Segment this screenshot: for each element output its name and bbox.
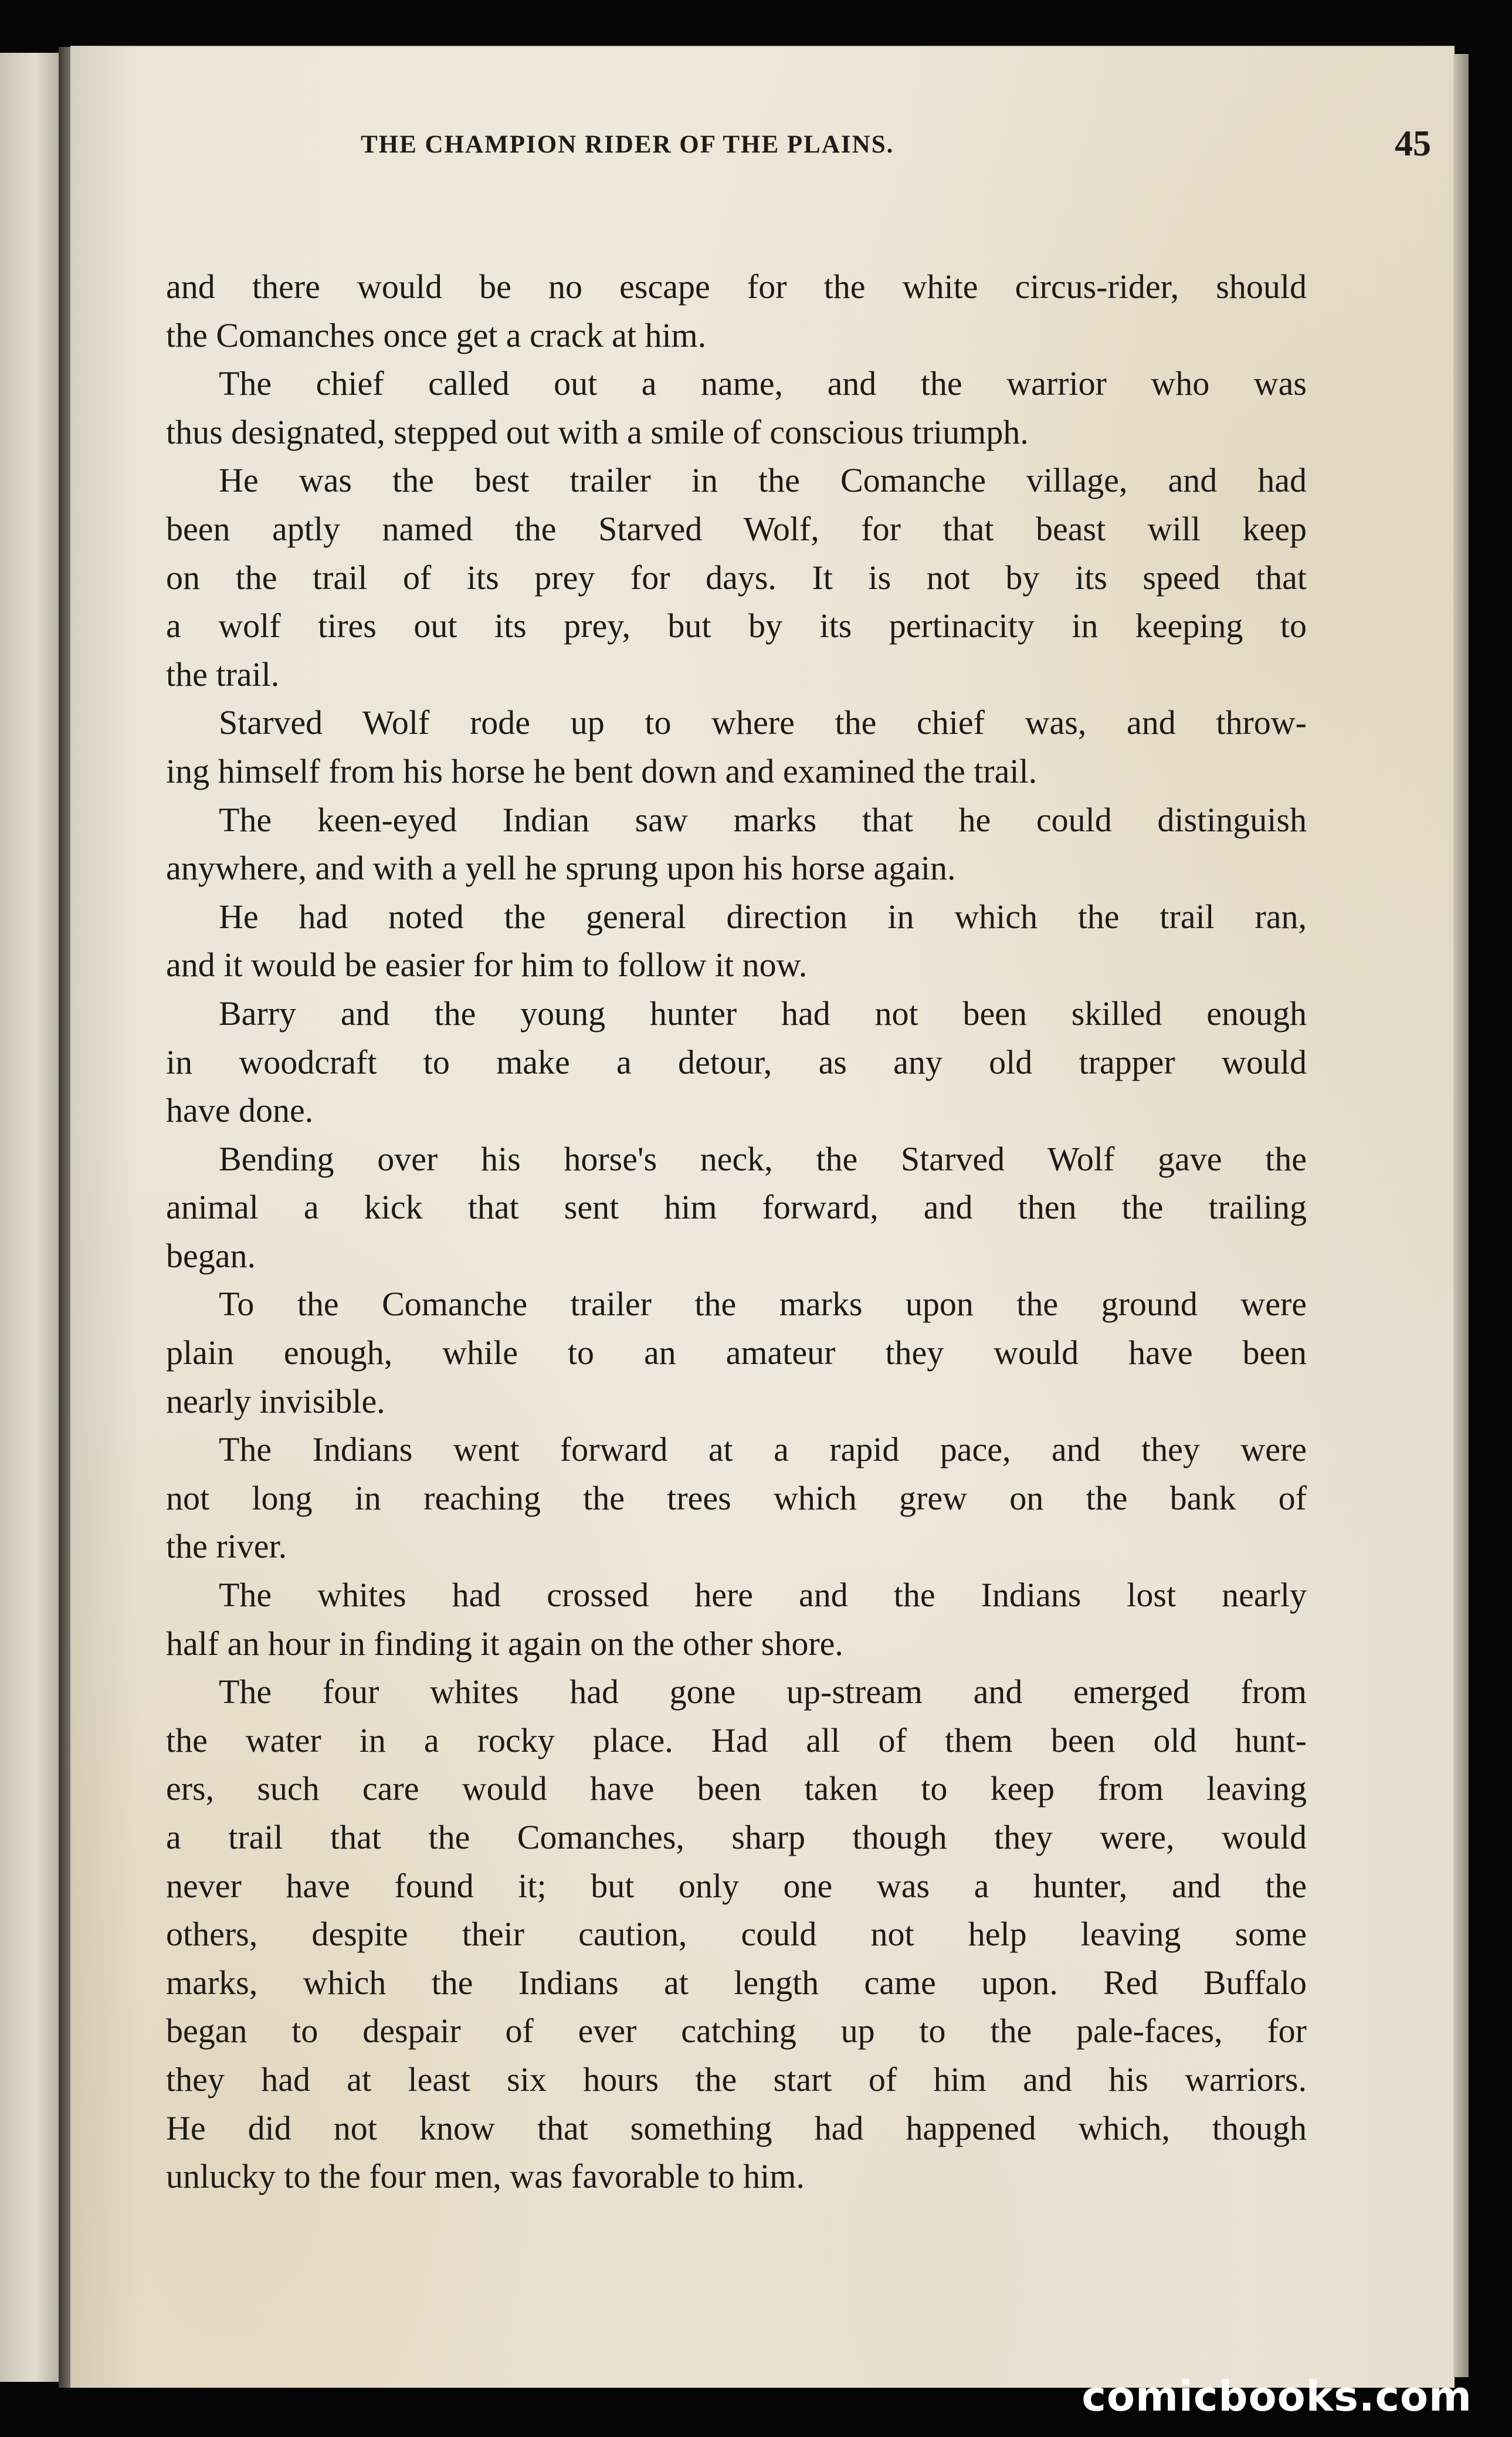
running-title: THE CHAMPION RIDER OF THE PLAINS. — [361, 131, 894, 158]
text-line: they had at least six hours the start of him and his warriors. — [166, 2060, 1307, 2098]
text-line: the river. — [166, 1527, 287, 1566]
text-line: in woodcraft to make a detour, as any old trapper would — [166, 1043, 1307, 1081]
running-head — [264, 124, 1431, 177]
text-line: The whites had crossed here and the Indians lost nearly — [219, 1576, 1307, 1614]
text-line: ers, such care would have been taken to keep from leaving — [166, 1769, 1307, 1808]
watermark: comicbooks.com — [1082, 2372, 1472, 2421]
text-line: the Comanches once get a crack at him. — [166, 316, 707, 354]
text-line: The keen-eyed Indian saw marks that he could distinguish — [219, 800, 1307, 839]
text-line: The four whites had gone up-stream and emerged from — [219, 1673, 1307, 1711]
text-line: began to despair of ever catching up to the pale-faces, for — [166, 2012, 1307, 2050]
text-line: anywhere, and with a yell he sprung upon his horse again. — [166, 849, 956, 888]
text-line: thus designated, stepped out with a smile of conscious triumph. — [166, 412, 1029, 451]
body-text — [166, 263, 1307, 2201]
text-line: unlucky to the four men, was favorable to him. — [166, 2157, 805, 2196]
text-line: He did not know that something had happened which, though — [166, 2108, 1307, 2147]
text-line: and there would be no escape for the white circus-rider, should — [166, 268, 1307, 306]
text-line: been aptly named the Starved Wolf, for that beast will keep — [166, 509, 1307, 548]
text-line: plain enough, while to an amateur they would have been — [166, 1333, 1307, 1372]
page-fore-edge — [1453, 54, 1469, 2377]
text-line: Bending over his horse's neck, the Starved Wolf gave the — [219, 1139, 1307, 1178]
facing-page-edge — [0, 53, 60, 2382]
text-line: the water in a rocky place. Had all of them been old hunt- — [166, 1721, 1307, 1759]
text-line: animal a kick that sent him forward, and then the trailing — [166, 1188, 1307, 1227]
text-line: Starved Wolf rode up to where the chief was, and throw- — [219, 703, 1307, 742]
text-line: others, despite their caution, could not help leaving some — [166, 1915, 1307, 1954]
text-line: marks, which the Indians at length came upon. Red Buffalo — [166, 1963, 1307, 2002]
text-line: He had noted the general direction in which the trail ran, — [219, 897, 1307, 936]
text-line: nearly invisible. — [166, 1382, 385, 1420]
page-number: 45 — [1395, 124, 1431, 164]
text-line: never have found it; but only one was a hunter, and the — [166, 1866, 1307, 1905]
text-line: on the trail of its prey for days. It is not by its speed that — [166, 558, 1307, 597]
text-line: The Indians went forward at a rapid pace, and they were — [219, 1430, 1307, 1469]
text-line: The chief called out a name, and the warrior who was — [219, 364, 1307, 403]
text-line: a wolf tires out its prey, but by its pertinacity in keeping to — [166, 607, 1307, 645]
text-line: not long in reaching the trees which grew on the bank of — [166, 1478, 1307, 1517]
text-line: half an hour in finding it again on the other shore. — [166, 1624, 843, 1663]
text-line: and it would be easier for him to follow it now. — [166, 946, 808, 984]
text-line: To the Comanche trailer the marks upon the ground were — [219, 1285, 1307, 1324]
text-line: a trail that the Comanches, sharp though they were, would — [166, 1818, 1307, 1856]
text-line: Barry and the young hunter had not been skilled enough — [219, 994, 1307, 1033]
text-line: He was the best trailer in the Comanche village, and had — [219, 461, 1307, 500]
text-line: ing himself from his horse he bent down and examined the trail. — [166, 752, 1038, 790]
text-line: began. — [166, 1236, 256, 1275]
text-line: have done. — [166, 1091, 314, 1130]
text-line: the trail. — [166, 655, 280, 693]
